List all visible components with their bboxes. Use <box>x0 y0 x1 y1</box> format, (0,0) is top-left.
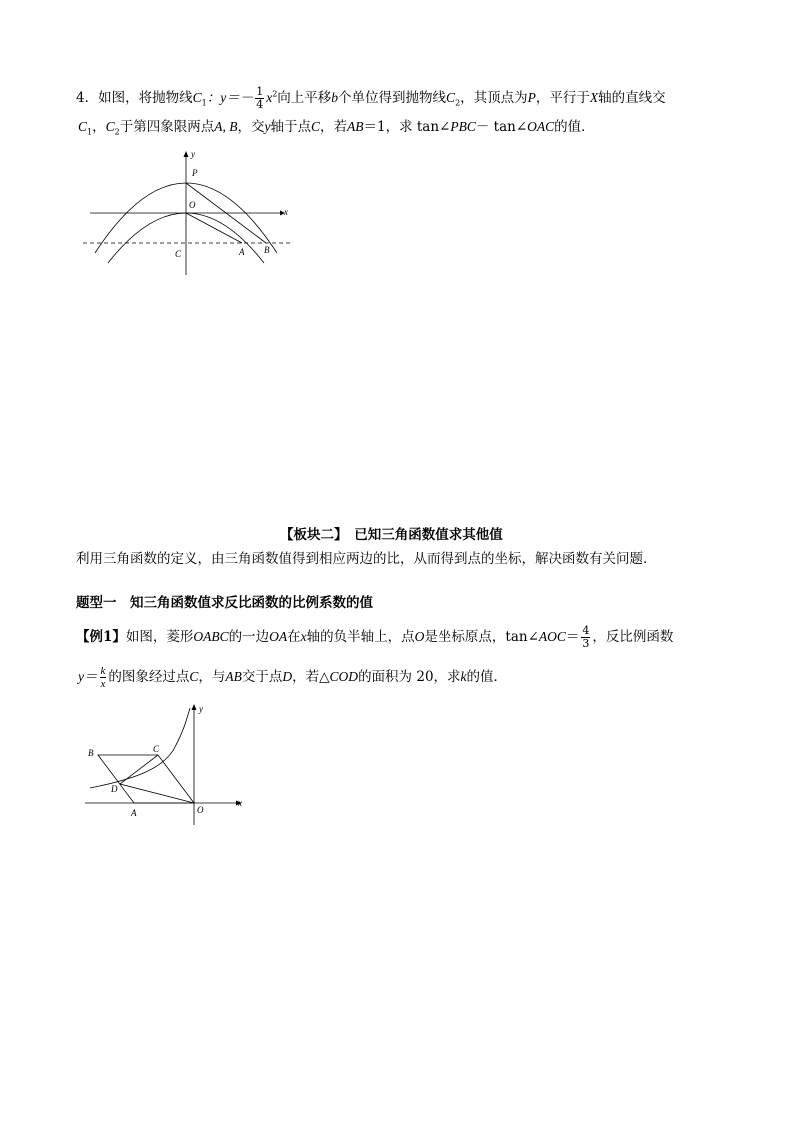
label-p: P <box>192 168 198 178</box>
fraction-one-quarter: $\frac{1}{4}$ <box>256 85 264 111</box>
label-x: x <box>284 207 288 217</box>
fraction-four-thirds: $\frac{4}{3}$ <box>582 624 590 650</box>
section-intro: 利用三角函数的定义，由三角函数值得到相应两边的比，从而得到点的坐标，解决函数有关问题． <box>76 551 657 567</box>
segment-oa <box>186 213 242 243</box>
segment-cd <box>120 755 158 784</box>
label-o: O <box>189 200 196 210</box>
problem4-line2: $C_1$，$C_2$于第四象限两点A, B，交y轴于点C，若AB＝1，求 tan∠PBC－ tan∠OAC的值． <box>78 119 595 137</box>
rhombus-oabc <box>98 755 194 803</box>
label-c: C <box>175 249 182 259</box>
label-b: B <box>264 245 270 255</box>
section-title: 【板块二】 已知三角函数值求其他值 <box>280 527 503 543</box>
label-a: A <box>239 247 245 257</box>
y-axis-arrow <box>192 704 197 710</box>
label-y: y <box>191 149 195 159</box>
label-o: O <box>197 805 204 815</box>
label-x: x <box>238 798 242 808</box>
example1-line1: 【例1】如图，菱形OABC的一边OA在x轴的负半轴上，点O是坐标原点，tan∠AOC＝ $\frac{4}{3}$ ，反比例函数 <box>76 624 674 650</box>
example-tag: 【例1】 <box>76 629 126 645</box>
segment-od <box>120 784 194 803</box>
problem-number: 4． <box>76 90 99 106</box>
label-y: y <box>199 704 203 714</box>
label-c: C <box>153 744 160 754</box>
rhombus-figure <box>80 700 250 830</box>
y-axis-arrow <box>184 151 189 157</box>
label-a: A <box>131 808 137 818</box>
fraction-k-over-x: $\frac{k}{x}$ <box>100 665 106 690</box>
hyperbola <box>90 708 190 788</box>
type-title: 题型一 知三角函数值求反比函数的比例系数的值 <box>76 595 373 611</box>
label-d: D <box>111 784 118 794</box>
problem4-line1: 4．如图，将抛物线$C_1$：y＝－ $\frac{1}{4}$ $x^2$向上平移b个单位得到抛物线$C_2$，其顶点为P，平行于X轴的直线交 <box>76 85 666 111</box>
example1-line2: y＝ $\frac{k}{x}$ 的图象经过点C，与AB交于点D，若△COD的面积为 20，求k的值． <box>78 665 508 690</box>
label-b: B <box>88 748 94 758</box>
parabola-figure <box>80 145 295 280</box>
